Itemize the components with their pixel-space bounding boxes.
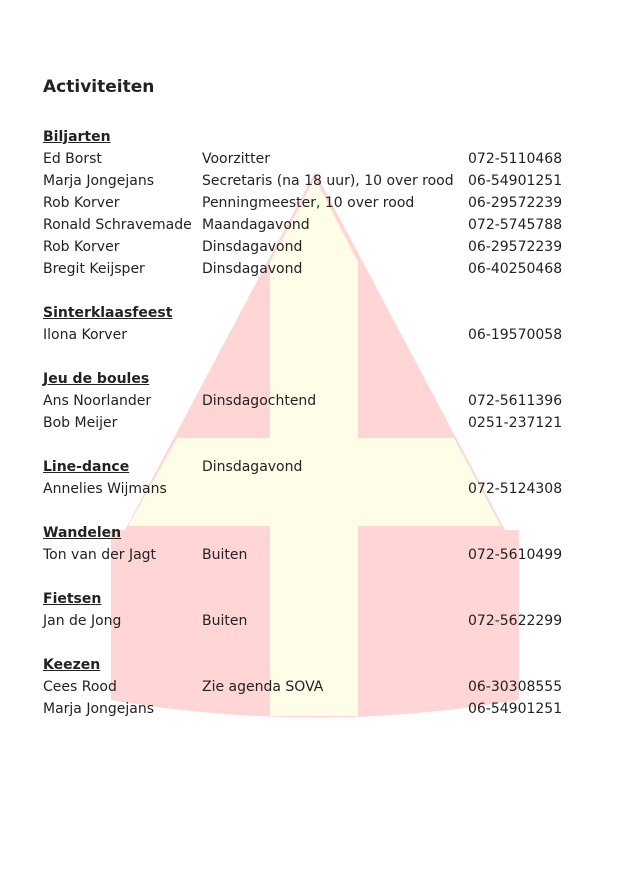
section-title: Jeu de boules [43,371,150,387]
contact-row [43,192,603,214]
contact-role: Dinsdagochtend [202,393,317,409]
contact-role: Buiten [202,547,248,563]
contact-role: Penningmeester, 10 over rood [202,195,415,211]
contact-name: Ans Noorlander [43,393,152,409]
contact-name: Jan de Jong [43,613,122,629]
contact-name: Ton van der Jagt [43,547,157,563]
contact-role: Dinsdagavond [202,261,303,277]
section-title: Sinterklaasfeest [43,305,173,321]
section-header [43,522,603,544]
activity-section [43,522,603,566]
section-title: Wandelen [43,525,122,541]
contact-phone: 06-29572239 [468,195,563,211]
section-note: Dinsdagavond [202,459,303,475]
contact-row [43,324,603,346]
activity-section [43,654,603,720]
contact-row [43,544,603,566]
section-header [43,368,603,390]
contact-phone: 06-29572239 [468,239,563,255]
section-title: Keezen [43,657,101,673]
contact-row [43,478,603,500]
activity-section [43,588,603,632]
contact-role: Secretaris (na 18 uur), 10 over rood [202,173,454,189]
contact-name: Rob Korver [43,195,120,211]
contact-role: Maandagavond [202,217,310,233]
contact-role: Dinsdagavond [202,239,303,255]
contact-row [43,236,603,258]
contact-phone: 06-54901251 [468,701,563,717]
contact-name: Marja Jongejans [43,701,155,717]
section-header [43,302,603,324]
contact-row [43,390,603,412]
contact-phone: 072-5124308 [468,481,563,497]
contact-phone: 072-5745788 [468,217,563,233]
contact-name: Ed Borst [43,151,102,167]
contact-phone: 072-5610499 [468,547,563,563]
contact-row [43,412,603,434]
contact-name: Ilona Korver [43,327,127,343]
contact-role: Buiten [202,613,248,629]
section-header [43,588,603,610]
activity-section [43,456,603,500]
section-header [43,126,603,148]
contact-row [43,170,603,192]
section-header [43,456,603,478]
contact-name: Marja Jongejans [43,173,155,189]
contact-row [43,258,603,280]
section-title: Fietsen [43,591,102,607]
contact-row [43,676,603,698]
contact-role: Zie agenda SOVA [202,679,324,695]
contact-role: Voorzitter [202,151,270,167]
contact-name: Annelies Wijmans [43,481,167,497]
contact-name: Bregit Keijsper [43,261,145,277]
contact-name: Rob Korver [43,239,120,255]
contact-phone: 072-5110468 [468,151,563,167]
contact-row [43,148,603,170]
section-title: Line-dance [43,459,130,475]
activity-section [43,368,603,434]
contact-row [43,610,603,632]
contact-phone: 0251-237121 [468,415,563,431]
contact-phone: 06-19570058 [468,327,563,343]
contact-phone: 06-54901251 [468,173,563,189]
contact-row [43,214,603,236]
section-title: Biljarten [43,129,111,145]
contact-phone: 06-30308555 [468,679,563,695]
section-header [43,654,603,676]
contact-name: Ronald Schravemade [43,217,192,233]
contact-phone: 072-5622299 [468,613,563,629]
document-body [43,76,603,742]
activity-section [43,126,603,280]
contact-phone: 072-5611396 [468,393,563,409]
page-title: Activiteiten [43,77,155,97]
contact-name: Cees Rood [43,679,117,695]
contact-name: Bob Meijer [43,415,118,431]
contact-phone: 06-40250468 [468,261,563,277]
activity-section [43,302,603,346]
activity-sections [43,126,603,720]
contact-row [43,698,603,720]
